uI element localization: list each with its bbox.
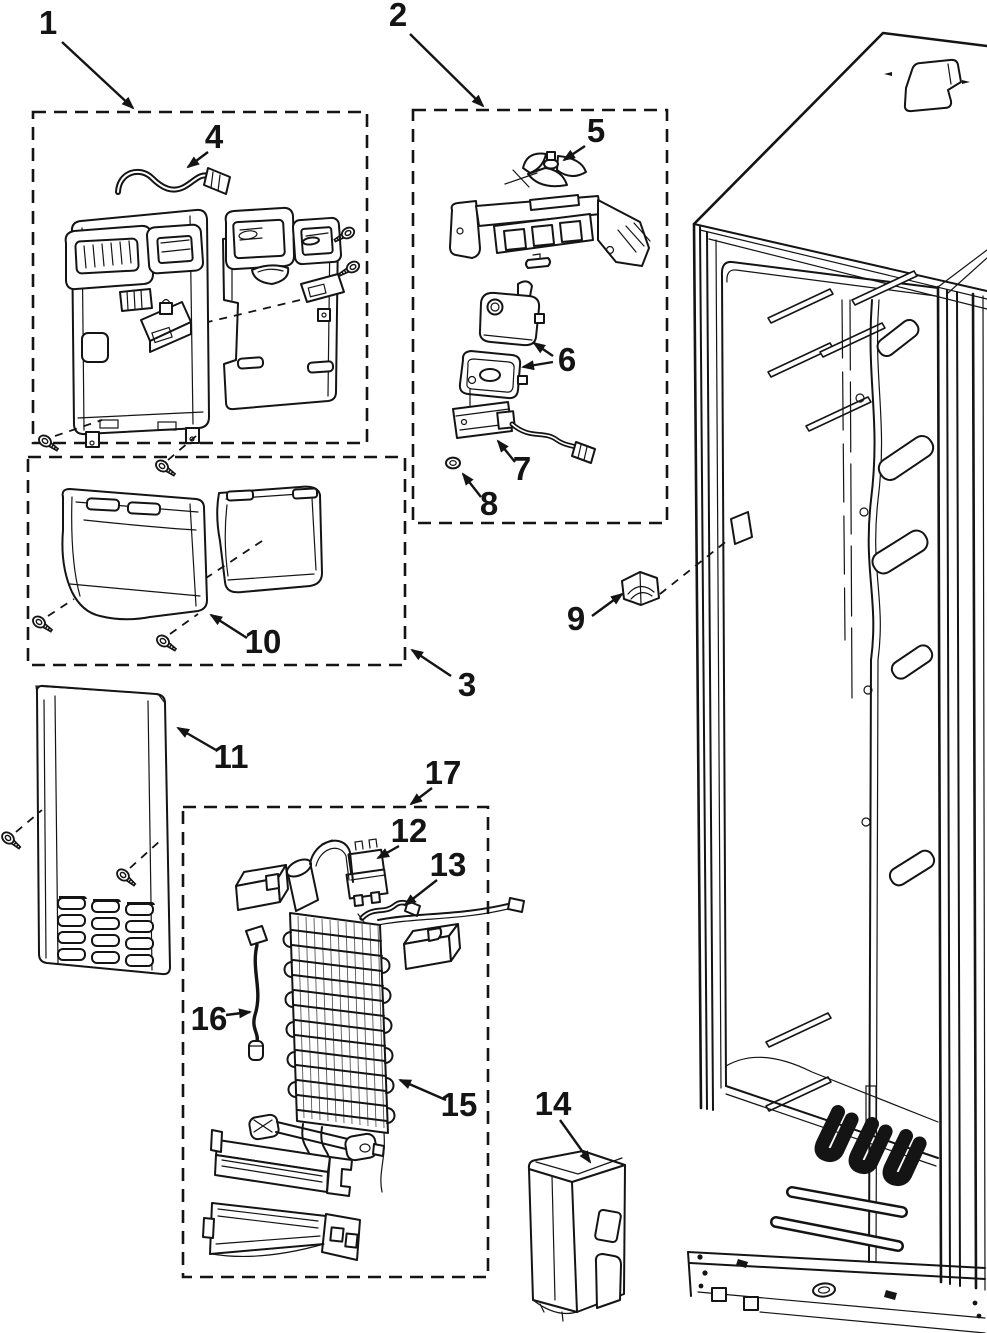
duct-cover-left <box>62 489 207 619</box>
callout-6 <box>523 341 576 378</box>
drain-duct-lower <box>203 1203 360 1260</box>
group-box-2 <box>413 110 667 523</box>
foam-block-right <box>404 924 460 969</box>
duct-cover-14 <box>529 1151 625 1321</box>
callout-17-label: 17 <box>424 754 462 791</box>
mounting-clip-9 <box>622 540 728 605</box>
callout-5-label: 5 <box>586 112 606 149</box>
callout-10-label: 10 <box>244 623 282 660</box>
cabinet-floor <box>726 1057 938 1246</box>
callout-1-label: 1 <box>38 4 58 41</box>
control-box-right <box>208 208 361 409</box>
callout-2 <box>389 0 483 106</box>
callout-3 <box>412 650 476 703</box>
callout-16 <box>191 1000 250 1037</box>
callout-1 <box>39 4 133 108</box>
small-clip <box>526 258 550 268</box>
callout-2-label: 2 <box>388 0 408 33</box>
fan-blade <box>505 152 586 187</box>
control-box-left <box>66 210 209 447</box>
screw-8 <box>446 458 460 469</box>
lamp-housing-parts <box>460 293 544 398</box>
bent-clip <box>518 281 532 296</box>
group-box-3 <box>28 457 405 665</box>
evaporator-cover-panel <box>0 686 170 974</box>
callout-7 <box>498 441 531 487</box>
group-box-17 <box>183 807 524 1277</box>
duct-cover-right <box>217 487 322 593</box>
screw <box>155 633 179 654</box>
callout-11-label: 11 <box>213 738 249 775</box>
callout-6-label: 6 <box>557 341 577 378</box>
callout-4 <box>188 118 224 167</box>
callout-17 <box>411 754 461 804</box>
callout-14 <box>535 1085 590 1162</box>
group-box-1 <box>33 112 367 479</box>
callout-15-label: 15 <box>440 1086 478 1123</box>
callout-5 <box>564 112 605 160</box>
callout-13 <box>405 846 466 905</box>
foam-block-left <box>236 865 288 910</box>
top-cutout <box>884 60 970 111</box>
callout-14-label: 14 <box>534 1085 572 1122</box>
callout-7-label: 7 <box>512 450 532 487</box>
callout-9-label: 9 <box>566 600 586 637</box>
refrigerator-cabinet <box>688 33 987 1333</box>
callout-12-label: 12 <box>390 812 428 849</box>
shelf-support-slats <box>766 271 917 1111</box>
callout-9 <box>567 594 622 637</box>
temperature-sensor <box>246 926 267 1060</box>
fan-shroud-bracket <box>450 195 650 266</box>
callout-12 <box>378 812 427 858</box>
callout-13-label: 13 <box>429 846 467 883</box>
callout-8-label: 8 <box>479 485 499 522</box>
wire-harness <box>118 168 230 194</box>
callout-4-label: 4 <box>204 118 224 155</box>
callout-11 <box>178 728 248 775</box>
callout-8 <box>463 474 498 522</box>
screw <box>31 614 55 635</box>
screw <box>154 458 178 479</box>
callout-10 <box>211 615 281 660</box>
drain-duct-upper <box>211 1130 352 1196</box>
callout-16-label: 16 <box>190 1000 228 1037</box>
screw <box>0 830 23 852</box>
clip-mounting-hole <box>731 512 752 544</box>
cabinet-mullion <box>938 250 987 1290</box>
callout-15 <box>400 1080 477 1123</box>
callout-3-label: 3 <box>457 666 477 703</box>
